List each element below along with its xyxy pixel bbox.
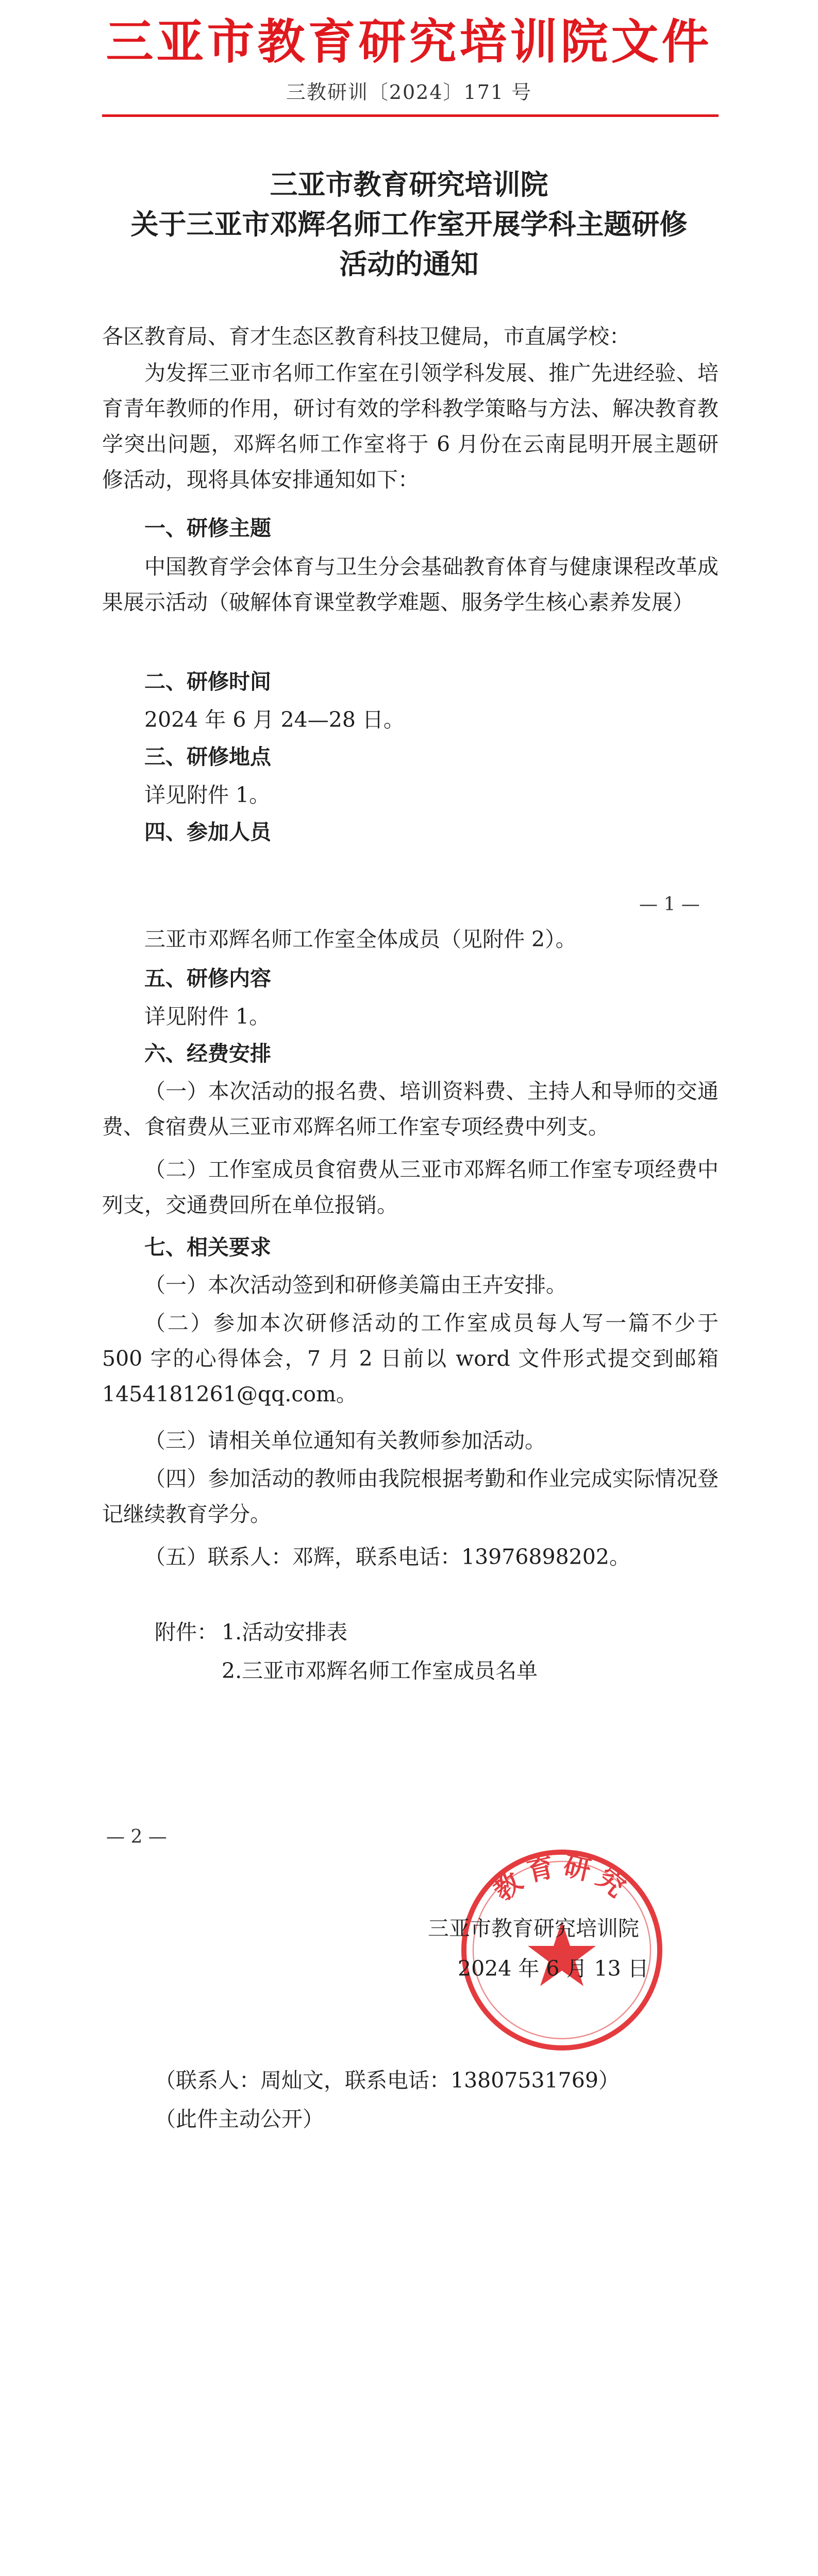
section-1-text: 中国教育学会体育与卫生分会基础教育体育与健康课程改革成果展示活动（破解体育课堂教学难题、服务学生核心素养发展） (102, 554, 719, 615)
section-2-heading: 二、研修时间 (144, 669, 271, 694)
attachment-item-2: 2.三亚市邓辉名师工作室成员名单 (222, 1658, 538, 1683)
section-5-heading: 五、研修内容 (144, 966, 271, 991)
section-7-heading: 七、相关要求 (144, 1235, 271, 1260)
notice-title (0, 165, 818, 284)
page-number-2: — 2 — (106, 1826, 167, 1848)
section-7-paragraph-2: （二）参加本次研修活动的工作室成员每人写一篇不少于 500 字的心得体会，7 月 2 日前以 word 文件形式提交到邮箱 1454181261@qq.com。 (102, 1311, 719, 1406)
intro-paragraph: 为发挥三亚市名师工作室在引领学科发展、推广先进经验、培育青年教师的作用，研讨有效的学科教学策略与方法、解决教育教学突出问题，邓辉名师工作室将于 6 月份在云南昆明开展主题研修活动，现将具体安排通知如下： (102, 361, 719, 492)
title-line-2: 关于三亚市邓辉名师工作室开展学科主题研修 (130, 208, 688, 241)
contact-person: （联系人：周灿文，联系电话：13807531769） (155, 2068, 620, 2093)
section-7-paragraph-5: （五）联系人：邓辉，联系电话：13976898202。 (144, 1545, 630, 1569)
section-7-paragraph-3: （三）请相关单位通知有关教师参加活动。 (144, 1428, 546, 1453)
section-4-text: 三亚市邓辉名师工作室全体成员（见附件 2）。 (144, 927, 577, 952)
section-3-text: 详见附件 1。 (144, 783, 271, 807)
section-1-heading: 一、研修主题 (144, 516, 271, 540)
section-5-text: 详见附件 1。 (144, 1004, 271, 1029)
addressee: 各区教育局、育才生态区教育科技卫健局，市直属学校： (102, 324, 630, 349)
title-line-3: 活动的通知 (339, 247, 479, 280)
section-7-paragraph-4: （四）参加活动的教师由我院根据考勤和作业完成实际情况登记继续教育学分。 (102, 1466, 719, 1527)
signature-organization: 三亚市教育研究培训院 (428, 1916, 639, 1941)
attachment-item-1: 1.活动安排表 (222, 1620, 348, 1645)
title-line-1: 三亚市教育研究培训院 (270, 168, 548, 201)
official-seal (459, 1847, 665, 2053)
section-6-heading: 六、经费安排 (144, 1041, 271, 1066)
section-3-heading: 三、研修地点 (144, 744, 271, 769)
document-number: 三教研训〔2024〕171 号 (286, 81, 532, 104)
header-red-rule (102, 114, 719, 117)
public-disclosure-note: （此件主动公开） (155, 2107, 324, 2131)
seal-arc-text: 教育研究 (487, 1850, 637, 1907)
section-2-text: 2024 年 6 月 24—28 日。 (144, 707, 405, 732)
signature-date: 2024 年 6 月 13 日 (458, 1956, 649, 1981)
section-4-heading: 四、参加人员 (144, 820, 271, 844)
section-7-paragraph-1: （一）本次活动签到和研修美篇由王卉安排。 (144, 1273, 567, 1297)
section-6-paragraph-2: （二）工作室成员食宿费从三亚市邓辉名师工作室专项经费中列支，交通费回所在单位报销。 (102, 1157, 719, 1217)
page-number-1: — 1 — (639, 894, 700, 915)
attachments-label: 附件： (155, 1620, 218, 1645)
document-header-title: 三亚市教育研究培训院文件 (106, 14, 712, 70)
section-6-paragraph-1: （一）本次活动的报名费、培训资料费、主持人和导师的交通费、食宿费从三亚市邓辉名师工作室专项经费中列支。 (102, 1079, 719, 1139)
